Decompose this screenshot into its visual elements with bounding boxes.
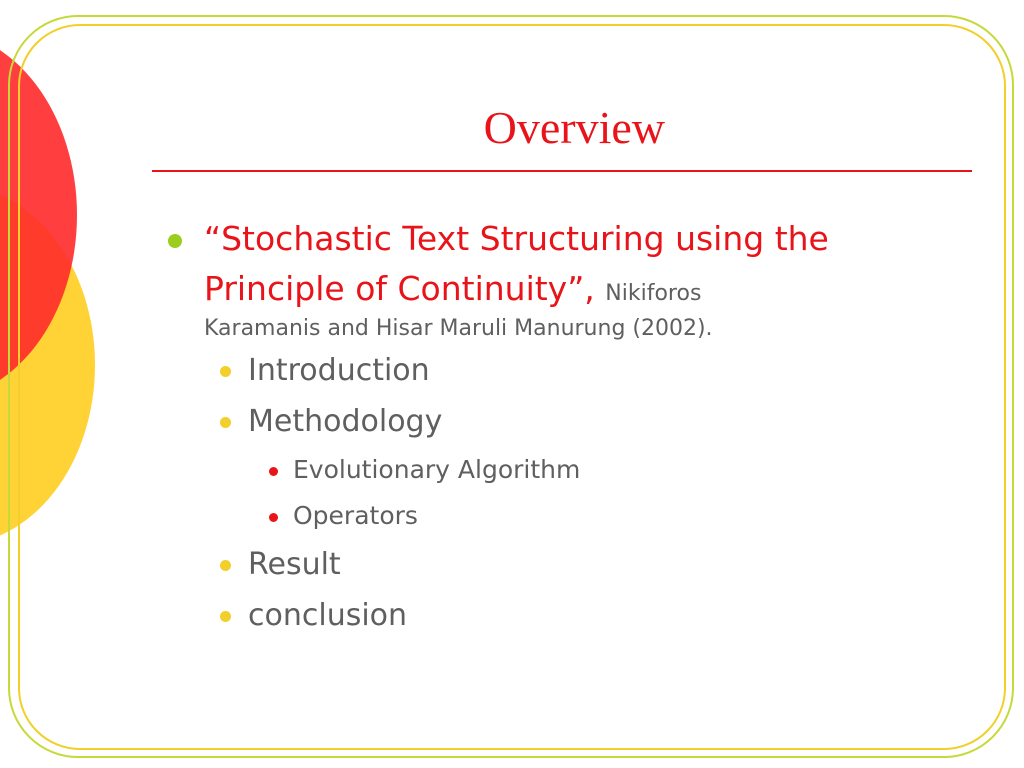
slide-title: Overview <box>483 102 665 153</box>
list-item-methodology <box>160 396 940 447</box>
list-item-conclusion <box>160 590 940 641</box>
list-item-label: Evolutionary Algorithm <box>293 455 581 484</box>
red-bullet-icon <box>269 467 278 476</box>
list-item-evolutionary-algorithm <box>160 447 940 493</box>
title-divider <box>152 170 972 172</box>
authors-part2: Karamanis and Hisar Maruli Manurung (2002). <box>204 316 713 341</box>
list-item-label: Result <box>248 547 341 582</box>
slide-content <box>160 214 940 641</box>
list-item-label: Introduction <box>248 353 430 388</box>
yellow-bullet-icon <box>220 611 231 622</box>
yellow-bullet-icon <box>220 417 231 428</box>
main-bullet <box>160 214 940 345</box>
list-item-result <box>160 539 940 590</box>
yellow-bullet-icon <box>220 560 231 571</box>
red-bullet-icon <box>269 513 278 522</box>
list-item-operators <box>160 493 940 539</box>
list-item-label: conclusion <box>248 598 408 633</box>
list-item-label: Methodology <box>248 404 443 439</box>
authors-part1: Nikiforos <box>605 281 702 306</box>
paper-title: “Stochastic Text Structuring using the Principle of Continuity”, <box>204 219 829 308</box>
green-bullet-icon <box>168 234 182 248</box>
list-item-label: Operators <box>293 501 418 530</box>
yellow-bullet-icon <box>220 366 231 377</box>
list-item-introduction <box>160 345 940 396</box>
